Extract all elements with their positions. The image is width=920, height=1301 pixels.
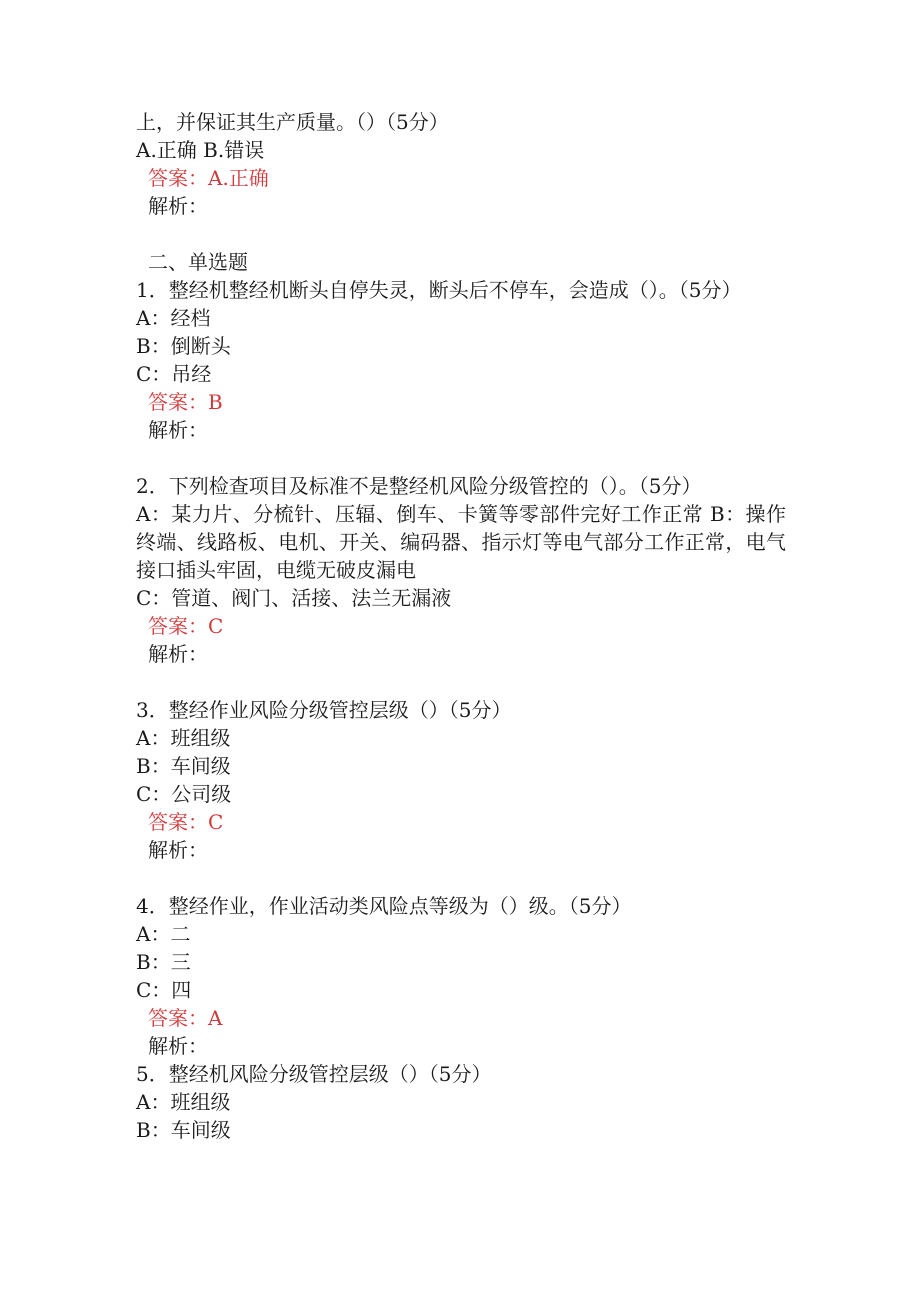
option-c: C：管道、阀门、活接、法兰无漏液 (136, 586, 452, 610)
question-stem: 1．整经机整经机断头自停失灵，断头后不停车，会造成（）。（5分） (136, 278, 742, 302)
explanation-label: 解析： (148, 1034, 208, 1058)
question-stem: 4．整经作业，作业活动类风险点等级为（）级。（5分） (136, 894, 632, 918)
option-b: B：车间级 (136, 1118, 231, 1142)
option-c: C：四 (136, 978, 192, 1002)
option-b: B：三 (136, 950, 191, 974)
answer-text: 答案：C (148, 614, 224, 638)
answer-text: 答案：A (148, 1006, 223, 1030)
section-title: 二、单选题 (148, 250, 248, 274)
explanation-label: 解析： (148, 194, 208, 218)
option-a: A：班组级 (136, 1090, 231, 1114)
option-c: C：吊经 (136, 362, 212, 386)
question-options: A.正确 B.错误 (136, 138, 265, 162)
question-stem: 5．整经机风险分级管控层级（）（5分） (136, 1062, 492, 1086)
spacer (136, 668, 786, 696)
option-b: B：车间级 (136, 754, 231, 778)
option-b: B：倒断头 (136, 334, 231, 358)
answer-text: 答案：C (148, 810, 224, 834)
spacer (136, 444, 786, 472)
option-a: A：二 (136, 922, 191, 946)
answer-text: 答案：B (148, 390, 223, 414)
option-c: C：公司级 (136, 782, 232, 806)
document-page (136, 108, 786, 1144)
spacer (136, 220, 786, 248)
spacer (136, 864, 786, 892)
question-stem: 上，并保证其生产质量。（）（5分） (136, 110, 449, 134)
question-stem: 2．下列检查项目及标准不是整经机风险分级管控的（）。（5分） (136, 474, 702, 498)
explanation-label: 解析： (148, 838, 208, 862)
option-a-b: A：某力片、分梳针、压辐、倒车、卡簧等零部件完好工作正常 B：操作终端、线路板、电机、开关、编码器、指示灯等电气部分工作正常，电气接口插头牢固，电缆无破皮漏电 (136, 502, 786, 582)
explanation-label: 解析： (148, 418, 208, 442)
answer-text: 答案：A.正确 (148, 166, 269, 190)
explanation-label: 解析： (148, 642, 208, 666)
option-a: A：经档 (136, 306, 211, 330)
question-stem: 3．整经作业风险分级管控层级（）（5分） (136, 698, 512, 722)
option-a: A：班组级 (136, 726, 231, 750)
